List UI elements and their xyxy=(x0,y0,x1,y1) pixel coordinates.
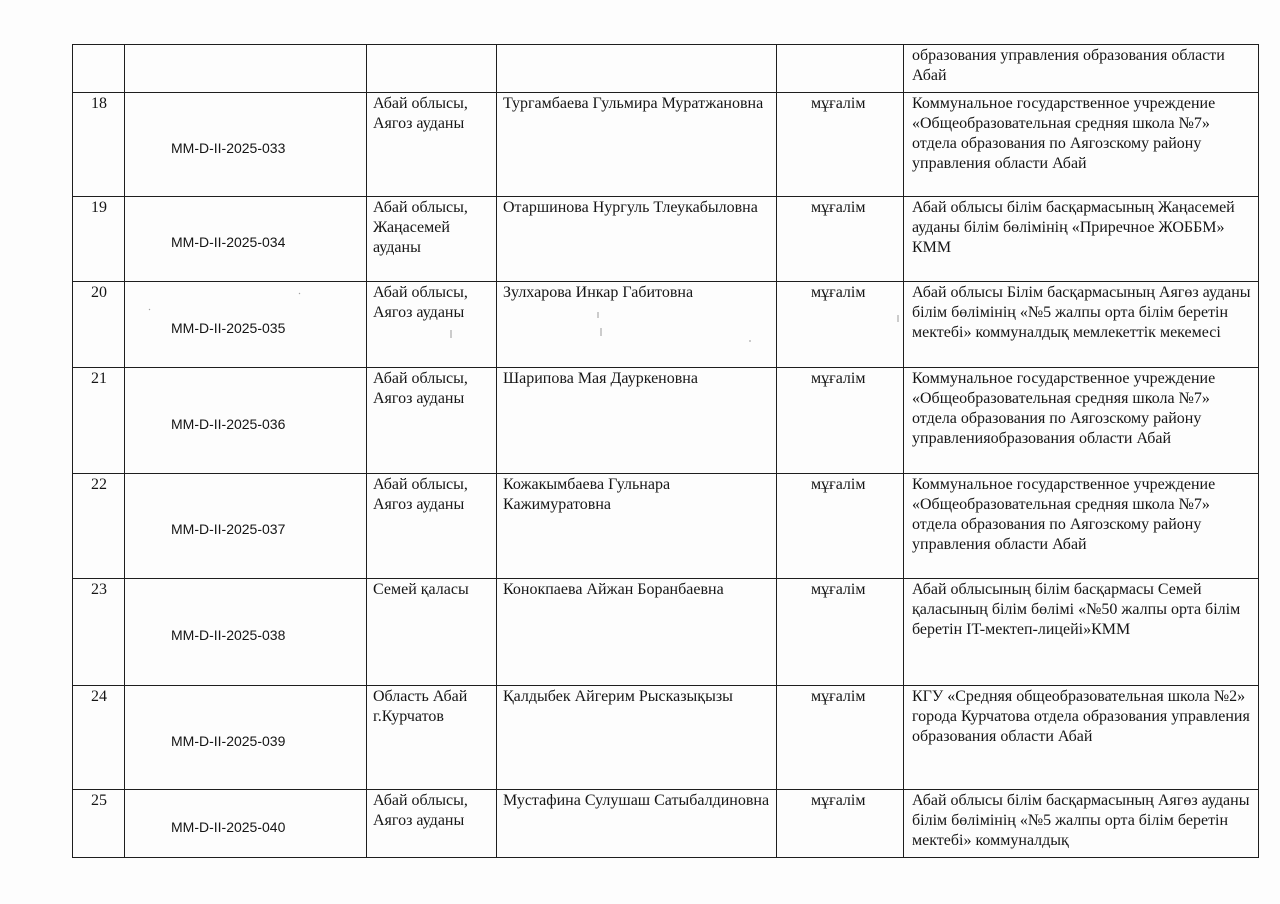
registration-code: MM-D-II-2025-033 xyxy=(125,93,367,197)
registration-code: MM-D-II-2025-039 xyxy=(125,686,367,790)
full-name-cell: Тургамбаева Гульмира Муратжановна xyxy=(497,93,777,197)
registration-code: MM-D-II-2025-035 xyxy=(125,282,367,368)
row-number: 21 xyxy=(73,368,125,474)
full-name-cell: Қалдыбек Айгерим Рысказықызы xyxy=(497,686,777,790)
position-cell: мұғалім xyxy=(777,790,904,858)
position-cell: мұғалім xyxy=(777,579,904,686)
organization-cell: Абай облысы білім басқармасының Жаңасемей ауданы білім бөлімінің «Приречное ЖОББМ» КММ xyxy=(904,197,1259,282)
full-name-cell xyxy=(497,45,777,93)
organization-cell: КГУ «Средняя общеобразовательная школа №2» города Курчатова отдела образования управления образования области Абай xyxy=(904,686,1259,790)
region-cell: Абай облысы, Жаңасемей ауданы xyxy=(367,197,497,282)
position-cell xyxy=(777,45,904,93)
region-cell: Абай облысы, Аягоз ауданы xyxy=(367,790,497,858)
table-row xyxy=(73,282,1259,368)
organization-cell: Коммунальное государственное учреждение «Общеобразовательная средняя школа №7» отдела образования по Аягозскому району управления области Абай xyxy=(904,474,1259,579)
table-row xyxy=(73,197,1259,282)
position-cell: мұғалім xyxy=(777,686,904,790)
region-cell: Абай облысы, Аягоз ауданы xyxy=(367,282,497,368)
registration-code: MM-D-II-2025-036 xyxy=(125,368,367,474)
full-name-cell: Конокпаева Айжан Боранбаевна xyxy=(497,579,777,686)
region-cell: Абай облысы, Аягоз ауданы xyxy=(367,368,497,474)
row-number: 19 xyxy=(73,197,125,282)
region-cell: Область Абай г.Курчатов xyxy=(367,686,497,790)
full-name-cell: Кожакымбаева Гульнара Кажимуратовна xyxy=(497,474,777,579)
region-cell xyxy=(367,45,497,93)
region-cell: Абай облысы, Аягоз ауданы xyxy=(367,93,497,197)
position-cell: мұғалім xyxy=(777,368,904,474)
position-cell: мұғалім xyxy=(777,93,904,197)
table-row xyxy=(73,368,1259,474)
full-name-cell: Мустафина Сулушаш Сатыбалдиновна xyxy=(497,790,777,858)
row-number: 22 xyxy=(73,474,125,579)
organization-cell: Абай облысының білім басқармасы Семей қаласының білім бөлімі «№50 жалпы орта білім беретін IT-мектеп-лицейі»КММ xyxy=(904,579,1259,686)
participants-table xyxy=(72,44,1259,858)
organization-cell: Абай облысы Білім басқармасының Аягөз ауданы білім бөлімінің «№5 жалпы орта білім беретін мектебі» коммуналдық мемлекеттік мекемесі xyxy=(904,282,1259,368)
region-cell: Абай облысы, Аягоз ауданы xyxy=(367,474,497,579)
row-number: 18 xyxy=(73,93,125,197)
position-cell: мұғалім xyxy=(777,474,904,579)
table-row xyxy=(73,790,1259,858)
full-name-cell: Отаршинова Нургуль Тлеукабыловна xyxy=(497,197,777,282)
registration-code: MM-D-II-2025-034 xyxy=(125,197,367,282)
table-row xyxy=(73,93,1259,197)
position-cell: мұғалім xyxy=(777,197,904,282)
registration-code: MM-D-II-2025-037 xyxy=(125,474,367,579)
organization-cell: Коммунальное государственное учреждение «Общеобразовательная средняя школа №7» отдела образования по Аягозскому району управления области Абай xyxy=(904,93,1259,197)
registration-code xyxy=(125,45,367,93)
table-row xyxy=(73,474,1259,579)
region-cell: Семей қаласы xyxy=(367,579,497,686)
position-cell: мұғалім xyxy=(777,282,904,368)
organization-cell: образования управления образования области Абай xyxy=(904,45,1259,93)
row-number: 20 xyxy=(73,282,125,368)
full-name-cell: Зулхарова Инкар Габитовна xyxy=(497,282,777,368)
row-number: 23 xyxy=(73,579,125,686)
table-row xyxy=(73,45,1259,93)
organization-cell: Абай облысы білім басқармасының Аягөз ауданы білім бөлімінің «№5 жалпы орта білім беретін мектебі» коммуналдық xyxy=(904,790,1259,858)
full-name-cell: Шарипова Мая Дауркеновна xyxy=(497,368,777,474)
row-number xyxy=(73,45,125,93)
organization-cell: Коммунальное государственное учреждение «Общеобразовательная средняя школа №7» отдела образования по Аягозскому району управленияобразования области Абай xyxy=(904,368,1259,474)
registration-code: MM-D-II-2025-040 xyxy=(125,790,367,858)
table-row xyxy=(73,686,1259,790)
table-row xyxy=(73,579,1259,686)
registration-code: MM-D-II-2025-038 xyxy=(125,579,367,686)
row-number: 25 xyxy=(73,790,125,858)
row-number: 24 xyxy=(73,686,125,790)
